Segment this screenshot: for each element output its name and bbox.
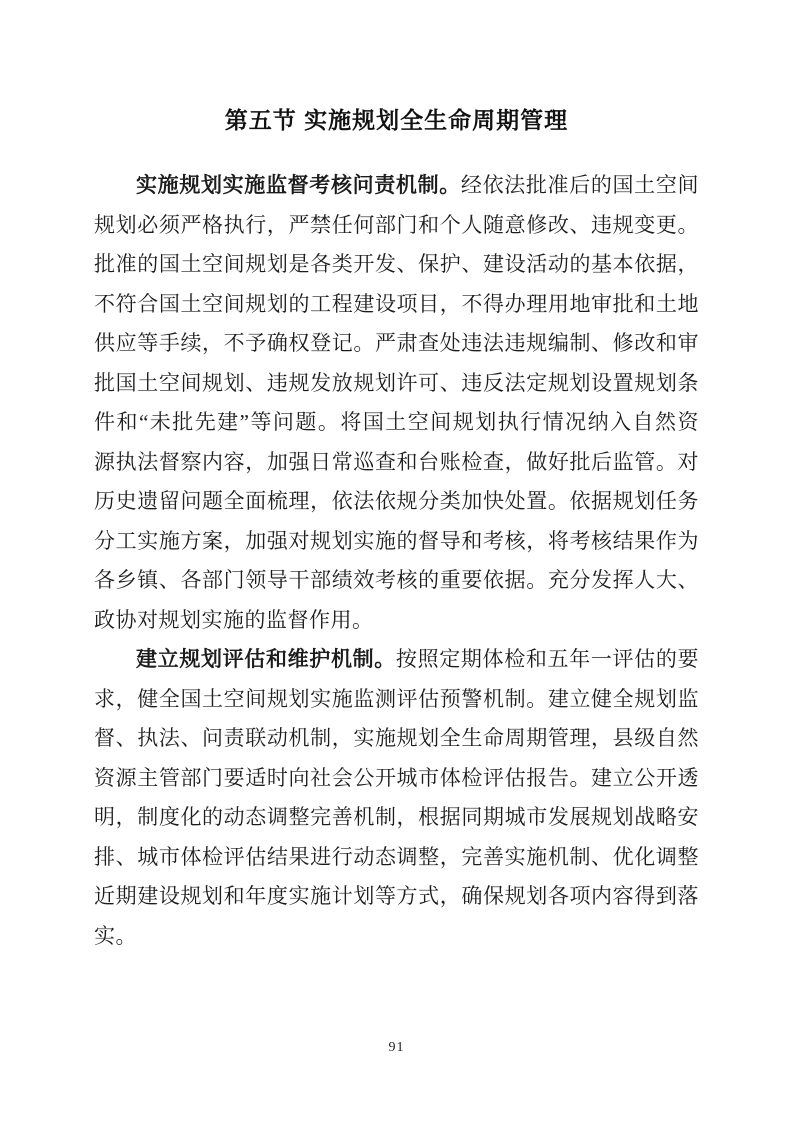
text-line: 近期建设规划和年度实施计划等方式，确保规划各项内容得到落 bbox=[94, 884, 699, 908]
text-line: 批准的国土空间规划是各类开发、保护、建设活动的基本依据， bbox=[94, 252, 699, 276]
page-number: 91 bbox=[388, 1040, 405, 1055]
paragraph2-last-line: 实。 bbox=[94, 923, 137, 948]
text-line: 求，健全国土空间规划实施监测评估预警机制。建立健全规划监 bbox=[94, 686, 699, 711]
text-line: 各乡镇、各部门领导干部绩效考核的重要依据。充分发挥人大、 bbox=[94, 568, 699, 592]
paragraph1-last-line: 政协对规划实施的监督作用。 bbox=[94, 607, 374, 632]
text-line: 不符合国土空间规划的工程建设项目，不得办理用地审批和土地 bbox=[94, 291, 699, 316]
text-line: 分工实施方案，加强对规划实施的督导和考核，将考核结果作为 bbox=[94, 528, 699, 553]
text-line: 批国土空间规划、违规发放规划许可、违反法定规划设置规划条 bbox=[94, 370, 699, 395]
text-line: 源执法督察内容，加强日常巡查和台账检查，做好批后监管。对 bbox=[94, 449, 699, 474]
paragraph1-first-line-rest: 经依法批准后的国土空间 bbox=[460, 173, 700, 197]
text-line: 排、城市体检评估结果进行动态调整，完善实施机制、优化调整 bbox=[94, 844, 699, 869]
text-line: 明，制度化的动态调整完善机制，根据同期城市发展规划战略安 bbox=[94, 805, 699, 829]
paragraph2-first-line bbox=[94, 640, 699, 680]
text-line: 规划必须严格执行，严禁任何部门和个人随意修改、违规变更。 bbox=[94, 212, 699, 237]
paragraph2-first-line-rest: 按照定期体检和五年一评估的要 bbox=[395, 647, 700, 671]
text-line: 历史遗留问题全面梳理，依法依规分类加快处置。依据规划任务 bbox=[94, 489, 699, 513]
text-line: 督、执法、问责联动机制，实施规划全生命周期管理，县级自然 bbox=[94, 726, 699, 750]
section-title: 第五节 实施规划全生命周期管理 bbox=[224, 107, 569, 133]
text-line: 件和“未批先建”等问题。将国土空间规划执行情况纳入自然资 bbox=[94, 410, 699, 434]
paragraph2-lead-sentence: 建立规划评估和维护机制。 bbox=[136, 647, 396, 671]
text-line: 资源主管部门要适时向社会公开城市体检评估报告。建立公开透 bbox=[94, 765, 699, 790]
paragraph1-lead-sentence: 实施规划实施监督考核问责机制。 bbox=[136, 173, 461, 197]
document-body bbox=[94, 166, 699, 956]
paragraph1-first-line bbox=[94, 166, 699, 206]
text-line: 供应等手续，不予确权登记。严肃查处违法违规编制、修改和审 bbox=[94, 331, 699, 355]
